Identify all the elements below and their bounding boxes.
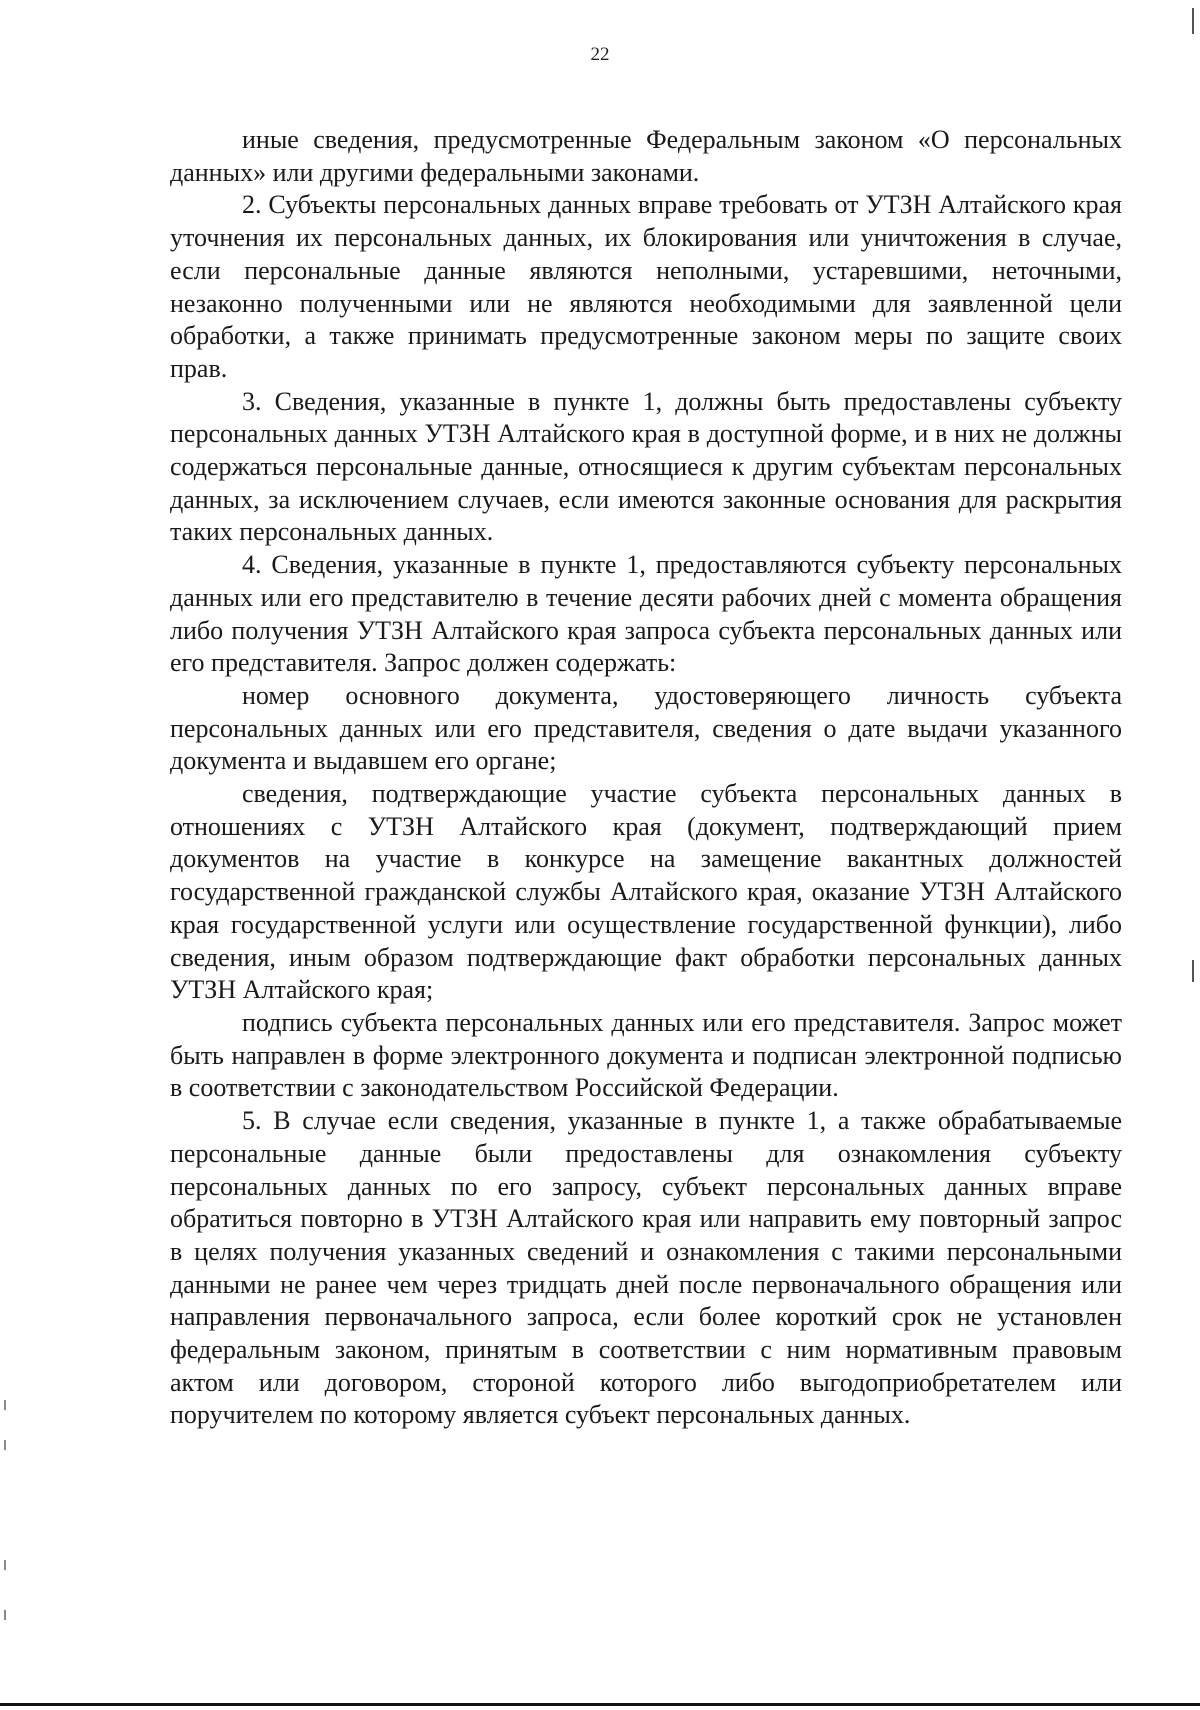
paragraph-item-3: 3. Сведения, указанные в пункте 1, должны быть предоставлены субъекту персональных данных УТЗН Алтайского края в доступной форме, и в них не должны содержаться персональные данные, относящиеся к другим субъектам персональных данных, за исключением случаев, если имеются законные основания для раскрытия таких персональных данных.: [170, 386, 1122, 547]
paragraph-document-number: номер основного документа, удостоверяющего личность субъекта персональных данных или его представителя, сведения о дате выдачи указанного документа и выдавшем его органе;: [170, 680, 1122, 776]
paragraph-item-2: 2. Субъекты персональных данных вправе требовать от УТЗН Алтайского края уточнения их персональных данных, их блокирования или уничтожения в случае, если персональные данные являются неполными, устаревшими, неточными, незаконно полученными или не являются необходимыми для заявленной цели обработки, а также принимать предусмотренные законом меры по защите своих прав.: [170, 190, 1122, 383]
page-number: 22: [590, 44, 610, 65]
paragraph-participation-info: сведения, подтверждающие участие субъекта персональных данных в отношениях с УТЗН Алтайского края (документ, подтверждающий прием документов на участие в конкурсе на замещение вакантных должностей государственной гражданской службы Алтайского края, оказание УТЗН Алтайского края государственной услуги или осуществление государственной функции), либо сведения, иным образом подтверждающие факт обработки персональных данных УТЗН Алтайского края;: [170, 779, 1122, 1005]
paragraph-other-info: иные сведения, предусмотренные Федеральным законом «О персональных данных» или другими федеральными законами.: [170, 125, 1122, 187]
scan-bottom-edge: [0, 1703, 1200, 1706]
paragraph-signature: подпись субъекта персональных данных или его представителя. Запрос может быть направлен в форме электронного документа и подписан электронной подписью в соответствии с законодательством Российской Федерации.: [170, 1007, 1122, 1103]
scan-edge-mark: [4, 1400, 6, 1410]
document-body: [170, 124, 1122, 1432]
paragraph-item-5: 5. В случае если сведения, указанные в пункте 1, а также обрабатываемые персональные данные были предоставлены для ознакомления субъекту персональных данных по его запросу, субъект персональных данных вправе обратиться повторно в УТЗН Алтайского края или направить ему повторный запрос в целях получения указанных сведений и ознакомления с такими персональными данными не ранее чем через тридцать дней после первоначального обращения или направления первоначального запроса, если более короткий срок не установлен федеральным законом, принятым в соответствии с ним нормативным правовым актом или договором, стороной которого либо выгодоприобретателем или поручителем по которому является субъект персональных данных.: [170, 1106, 1122, 1430]
scan-edge-mark: [1192, 8, 1194, 34]
scan-edge-mark: [4, 1560, 6, 1570]
scan-edge-mark: [4, 1610, 6, 1620]
scan-edge-mark: [1192, 960, 1194, 982]
scan-edge-mark: [4, 1440, 6, 1450]
paragraph-item-4: 4. Сведения, указанные в пункте 1, предоставляются субъекту персональных данных или его представителю в течение десяти рабочих дней с момента обращения либо получения УТЗН Алтайского края запроса субъекта персональных данных или его представителя. Запрос должен содержать:: [170, 550, 1122, 678]
